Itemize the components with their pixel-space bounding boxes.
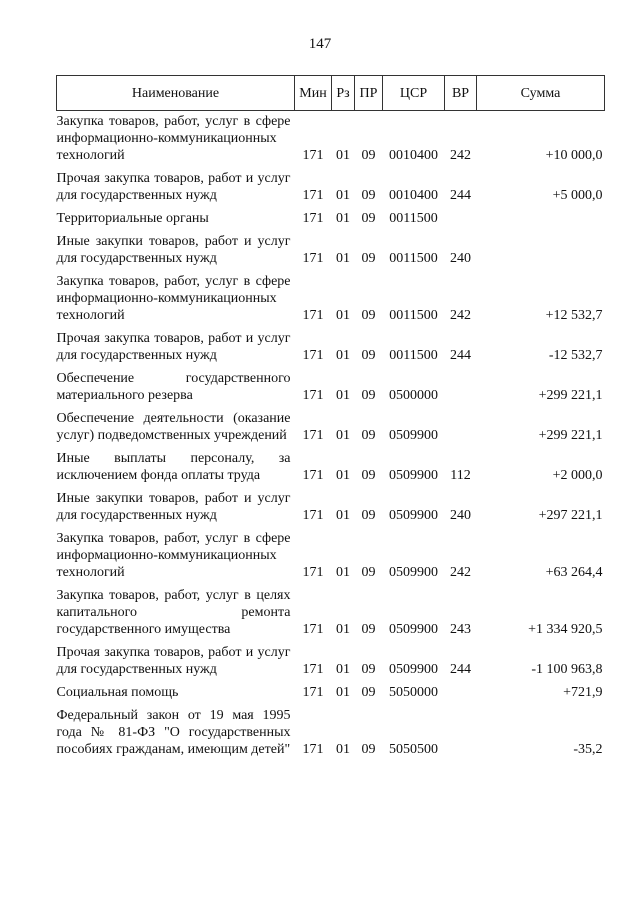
table-body bbox=[57, 111, 605, 765]
cell-pr: 09 bbox=[361, 662, 376, 677]
cell-name: Обеспечение государственного материального резерва bbox=[56, 371, 291, 403]
cell-sum: +1 334 920,5 bbox=[528, 622, 603, 637]
table-row bbox=[57, 644, 605, 684]
cell-sum: +63 264,4 bbox=[545, 565, 603, 580]
cell-csr: 0500000 bbox=[389, 388, 438, 403]
header-vr: ВР bbox=[445, 76, 477, 111]
cell-name: Закупка товаров, работ, услуг в целях капитального ремонта государственного имущества bbox=[56, 588, 291, 637]
cell-min: 171 bbox=[302, 148, 324, 163]
cell-rz: 01 bbox=[336, 508, 350, 523]
table-row bbox=[57, 530, 605, 587]
cell-sum: +299 221,1 bbox=[538, 388, 603, 403]
cell-name: Федеральный закон от 19 мая 1995 года № 81-ФЗ "О государственных пособиях гражданам, имеющим детей" bbox=[56, 708, 291, 757]
cell-pr: 09 bbox=[361, 622, 376, 637]
cell-min: 171 bbox=[302, 622, 324, 637]
cell-pr: 09 bbox=[361, 565, 376, 580]
cell-min: 171 bbox=[302, 742, 324, 757]
cell-vr bbox=[445, 370, 477, 410]
cell-csr: 0509900 bbox=[389, 508, 438, 523]
header-sum: Сумма bbox=[477, 76, 605, 111]
cell-min: 171 bbox=[302, 211, 324, 226]
cell-min: 171 bbox=[302, 251, 324, 266]
cell-min: 171 bbox=[302, 308, 324, 323]
cell-rz: 01 bbox=[336, 148, 350, 163]
cell-name: Обеспечение деятельности (оказание услуг) подведомственных учреждений bbox=[56, 411, 291, 443]
cell-rz: 01 bbox=[336, 348, 350, 363]
cell-rz: 01 bbox=[336, 388, 350, 403]
cell-min: 171 bbox=[302, 188, 324, 203]
table-row bbox=[57, 587, 605, 644]
cell-pr: 09 bbox=[361, 251, 376, 266]
cell-csr: 0010400 bbox=[389, 148, 438, 163]
budget-table bbox=[56, 75, 605, 764]
cell-vr bbox=[445, 684, 477, 707]
cell-rz: 01 bbox=[336, 742, 350, 757]
header-name: Наименование bbox=[57, 76, 295, 111]
cell-name: Закупка товаров, работ, услуг в сфере информационно-коммуникационных технологий bbox=[56, 274, 291, 323]
cell-name: Иные закупки товаров, работ и услуг для государственных нужд bbox=[56, 491, 291, 523]
cell-vr bbox=[445, 707, 477, 764]
cell-csr: 0010400 bbox=[389, 188, 438, 203]
table-row bbox=[57, 684, 605, 707]
cell-rz: 01 bbox=[336, 308, 350, 323]
cell-min: 171 bbox=[302, 348, 324, 363]
cell-pr: 09 bbox=[361, 188, 376, 203]
cell-vr: 242 bbox=[450, 148, 471, 163]
table-row bbox=[57, 233, 605, 273]
cell-name: Территориальные органы bbox=[56, 211, 209, 226]
header-min: Мин bbox=[295, 76, 332, 111]
cell-csr: 0509900 bbox=[389, 565, 438, 580]
cell-name: Закупка товаров, работ, услуг в сфере информационно-коммуникационных технологий bbox=[56, 531, 291, 580]
cell-rz: 01 bbox=[336, 468, 350, 483]
cell-sum: -35,2 bbox=[573, 742, 603, 757]
cell-min: 171 bbox=[302, 685, 324, 700]
cell-min: 171 bbox=[302, 662, 324, 677]
cell-rz: 01 bbox=[336, 428, 350, 443]
cell-vr: 244 bbox=[450, 662, 471, 677]
cell-pr: 09 bbox=[361, 508, 376, 523]
cell-name: Иные выплаты персоналу, за исключением фонда оплаты труда bbox=[56, 451, 291, 483]
cell-min: 171 bbox=[302, 565, 324, 580]
cell-vr: 240 bbox=[450, 251, 471, 266]
table-row bbox=[57, 490, 605, 530]
cell-sum: +721,9 bbox=[563, 685, 603, 700]
cell-rz: 01 bbox=[336, 251, 350, 266]
cell-pr: 09 bbox=[361, 742, 376, 757]
table-row bbox=[57, 170, 605, 210]
cell-sum bbox=[477, 233, 605, 273]
cell-pr: 09 bbox=[361, 428, 376, 443]
table-row bbox=[57, 410, 605, 450]
cell-rz: 01 bbox=[336, 662, 350, 677]
cell-sum: +12 532,7 bbox=[545, 308, 603, 323]
cell-vr bbox=[445, 210, 477, 233]
cell-min: 171 bbox=[302, 508, 324, 523]
cell-csr: 0011500 bbox=[389, 348, 438, 363]
cell-sum: +10 000,0 bbox=[545, 148, 603, 163]
cell-vr: 242 bbox=[450, 308, 471, 323]
cell-min: 171 bbox=[302, 428, 324, 443]
cell-csr: 0011500 bbox=[389, 308, 438, 323]
cell-sum: +5 000,0 bbox=[552, 188, 603, 203]
cell-vr bbox=[445, 410, 477, 450]
cell-vr: 240 bbox=[450, 508, 471, 523]
cell-rz: 01 bbox=[336, 211, 350, 226]
table-row bbox=[57, 210, 605, 233]
header-csr: ЦСР bbox=[383, 76, 445, 111]
table-row bbox=[57, 273, 605, 330]
cell-vr: 243 bbox=[450, 622, 471, 637]
cell-pr: 09 bbox=[361, 211, 376, 226]
cell-vr: 244 bbox=[450, 348, 471, 363]
page-number: 147 bbox=[308, 36, 332, 52]
cell-min: 171 bbox=[302, 388, 324, 403]
cell-rz: 01 bbox=[336, 622, 350, 637]
table-row bbox=[57, 111, 605, 171]
cell-name: Иные закупки товаров, работ и услуг для государственных нужд bbox=[56, 234, 291, 266]
cell-csr: 0509900 bbox=[389, 468, 438, 483]
cell-rz: 01 bbox=[336, 565, 350, 580]
cell-pr: 09 bbox=[361, 685, 376, 700]
header-row bbox=[57, 76, 605, 111]
cell-sum: +299 221,1 bbox=[538, 428, 603, 443]
header-pr: ПР bbox=[355, 76, 383, 111]
cell-sum: +297 221,1 bbox=[538, 508, 603, 523]
cell-csr: 0509900 bbox=[389, 662, 438, 677]
cell-sum: +2 000,0 bbox=[552, 468, 603, 483]
cell-vr: 242 bbox=[450, 565, 471, 580]
header-rz: Рз bbox=[332, 76, 355, 111]
cell-pr: 09 bbox=[361, 148, 376, 163]
cell-sum bbox=[477, 210, 605, 233]
table-row bbox=[57, 370, 605, 410]
cell-csr: 0011500 bbox=[389, 211, 438, 226]
cell-pr: 09 bbox=[361, 348, 376, 363]
cell-rz: 01 bbox=[336, 685, 350, 700]
cell-sum: -1 100 963,8 bbox=[531, 662, 603, 677]
table-row bbox=[57, 330, 605, 370]
cell-name: Социальная помощь bbox=[56, 685, 179, 700]
table-row bbox=[57, 450, 605, 490]
cell-csr: 5050000 bbox=[389, 685, 438, 700]
table-header bbox=[57, 76, 605, 111]
cell-name: Закупка товаров, работ, услуг в сфере информационно-коммуникационных технологий bbox=[56, 114, 291, 163]
cell-csr: 0509900 bbox=[389, 428, 438, 443]
cell-pr: 09 bbox=[361, 388, 376, 403]
cell-min: 171 bbox=[302, 468, 324, 483]
cell-vr: 244 bbox=[450, 188, 471, 203]
cell-csr: 5050500 bbox=[389, 742, 438, 757]
cell-sum: -12 532,7 bbox=[548, 348, 603, 363]
cell-name: Прочая закупка товаров, работ и услуг для государственных нужд bbox=[56, 331, 291, 363]
cell-csr: 0509900 bbox=[389, 622, 438, 637]
cell-name: Прочая закупка товаров, работ и услуг для государственных нужд bbox=[56, 171, 291, 203]
cell-rz: 01 bbox=[336, 188, 350, 203]
cell-name: Прочая закупка товаров, работ и услуг для государственных нужд bbox=[56, 645, 291, 677]
cell-pr: 09 bbox=[361, 308, 376, 323]
cell-vr: 112 bbox=[450, 468, 471, 483]
cell-pr: 09 bbox=[361, 468, 376, 483]
cell-csr: 0011500 bbox=[389, 251, 438, 266]
table-row bbox=[57, 707, 605, 764]
